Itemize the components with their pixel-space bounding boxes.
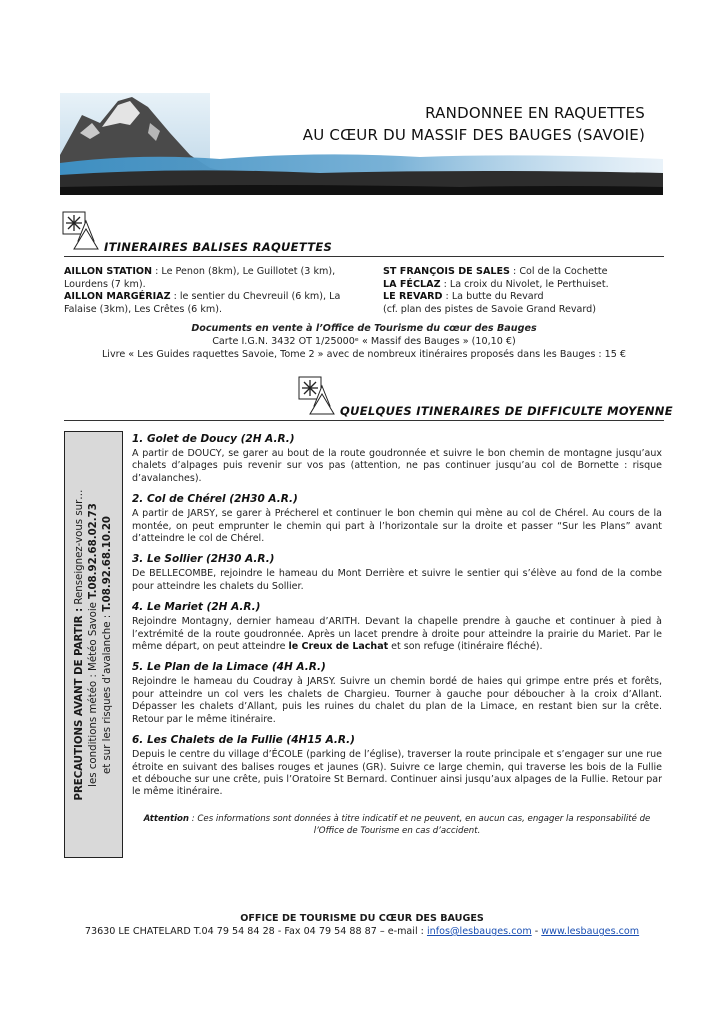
route-description: A partir de DOUCY, se garer au bout de la route goudronnée et suivre le bon chemin de montagne jusqu’aux chalets d’alpages puis revenir sur vos pas (attention, ne pas continuer jusqu’au col de Bornette : risque d’avalanches).: [132, 448, 662, 484]
route-item: [132, 432, 662, 485]
page-title-line-2: AU CŒUR DU MASSIF DES BAUGES (SAVOIE): [302, 126, 645, 144]
route-description: Rejoindre le hameau du Coudray à JARSY. Suivre un chemin bordé de haies qui grimpe entre prés et forêts, pour atteindre un col vers les chalets de Chargieu. Tourner à gauche pour déboucher à la croix d’Allant. Dépasser les chalets d’Allant, puis les ruines du chalet du plan de la Limace, en restant bien sur la crête. Retour par le même itinéraire.: [132, 676, 662, 725]
precautions-sidebar: PRECAUTIONS AVANT DE PARTIR : Renseignez-vous sur… les conditions météo : Météo Savoie T.08.92.68.02.73 et sur les risques d’avalanche : T.08.92.68.10.20: [64, 431, 123, 858]
route-description: Rejoindre Montagny, dernier hameau d’ARITH. Devant la chapelle prendre à gauche et continuer à pied à l’extrémité de la route goudronnée. Après un lacet prendre à droite pour atteindre la prairie du Mariet. Par le même départ, on peut atteindre le Creux de Lachat et son refuge (itinéraire fléché).: [132, 616, 662, 653]
attention-label: Attention: [143, 814, 190, 824]
station-entry: LE REVARD : La butte du Revard: [383, 291, 544, 303]
section-title-difficulte-moyenne: QUELQUES ITINERAIRES DE DIFFICULTE MOYENNE: [340, 404, 673, 418]
documents-line: Livre « Les Guides raquettes Savoie, Tome 2 » avec de nombreux itinéraires proposés dans les Bauges : 15 €: [101, 349, 627, 360]
header-banner: [60, 93, 663, 195]
attention-note: Attention : Ces informations sont données à titre indicatif et ne peuvent, en aucun cas, engager la responsabilité de l’Office de Tourisme en cas d’accident.: [143, 814, 651, 836]
station-entry: (cf. plan des pistes de Savoie Grand Revard): [383, 303, 597, 315]
route-item: [132, 733, 662, 799]
section-title-itineraires-balises: ITINERAIRES BALISES RAQUETTES: [104, 240, 333, 254]
snowflake-tree-icon: [62, 211, 102, 251]
route-title: 5. Le Plan de la Limace (4H A.R.): [132, 661, 326, 674]
documents-heading: Documents en vente à l’Office de Tourisme du cœur des Bauges: [191, 323, 537, 334]
route-item: [132, 600, 662, 653]
section-divider: [64, 256, 664, 257]
route-item: [132, 492, 662, 545]
route-description: De BELLECOMBE, rejoindre le hameau du Mont Derrière et suivre le sentier qui s’élève au fond de la combe pour atteindre les chalets du Sollier.: [132, 568, 662, 592]
meteo-phone: T.08.92.68.02.73: [87, 502, 99, 599]
route-item: [132, 552, 662, 593]
routes-list: [132, 432, 662, 806]
station-entry: AILLON STATION : Le Penon (8km), Le Guillotet (3 km), Lourdens (7 km).: [64, 266, 336, 290]
footer-contact: 73630 LE CHATELARD T.04 79 54 84 28 - Fax 04 79 54 88 87 – e-mail : infos@lesbauges.com - www.lesbauges.com: [84, 926, 640, 937]
page-title-line-1: RANDONNEE EN RAQUETTES: [425, 104, 645, 122]
email-link[interactable]: infos@lesbauges.com: [426, 926, 532, 937]
route-title: 6. Les Chalets de la Fullie (4H15 A.R.): [132, 734, 355, 747]
route-title: 1. Golet de Doucy (2H A.R.): [132, 433, 295, 445]
website-link[interactable]: www.lesbauges.com: [541, 926, 640, 937]
section-divider: [64, 420, 664, 421]
route-item: [132, 660, 662, 726]
station-entry: AILLON MARGÉRIAZ : le sentier du Chevreuil (6 km), La Falaise (3km), Les Crêtes (6 km).: [64, 291, 341, 315]
station-entry: ST FRANÇOIS DE SALES : Col de la Cochette: [383, 266, 608, 277]
footer-organization: OFFICE DE TOURISME DU CŒUR DES BAUGES: [240, 913, 484, 924]
route-title: 3. Le Sollier (2H30 A.R.): [132, 553, 275, 566]
route-description: Depuis le centre du village d’ÉCOLE (parking de l’église), traverser la route principale et s’engager sur une rue étroite en suivant des balises rouges et jaunes (GR). Suivre ce large chemin, qui traverse les bois de la Fullie et débouche sur une crête, puis l’Oratoire St Bernard. Continuer ainsi jusqu’aux alpages de la Fullie. Retour par le même itinéraire.: [132, 749, 662, 798]
station-entry: LA FÉCLAZ : La croix du Nivolet, le Perthuiset.: [383, 278, 609, 290]
footer: [40, 912, 684, 938]
snowflake-tree-icon: [298, 376, 338, 416]
stations-left-column: [64, 266, 354, 316]
route-title: 2. Col de Chérel (2H30 A.R.): [132, 493, 298, 506]
route-title: 4. Le Mariet (2H A.R.): [132, 601, 261, 614]
precautions-label: PRECAUTIONS AVANT DE PARTIR :: [73, 607, 85, 801]
avalanche-phone: T.08.92.68.10.20: [101, 515, 113, 612]
stations-right-column: [383, 266, 663, 316]
documents-block: [64, 322, 664, 361]
route-description: A partir de JARSY, se garer à Précherel et continuer le bon chemin qui mène au col de Chérel. Au cours de la montée, on peut emprunter le chemin qui part à l’horizontale sur la droite et passer “Sur les Plans” avant d’atteindre le col de Chérel.: [132, 508, 662, 545]
creux-de-lachat-label: le Creux de Lachat: [288, 641, 389, 653]
documents-line: Carte I.G.N. 3432 OT 1/25000ᵉ « Massif des Bauges » (10,10 €): [212, 336, 516, 347]
